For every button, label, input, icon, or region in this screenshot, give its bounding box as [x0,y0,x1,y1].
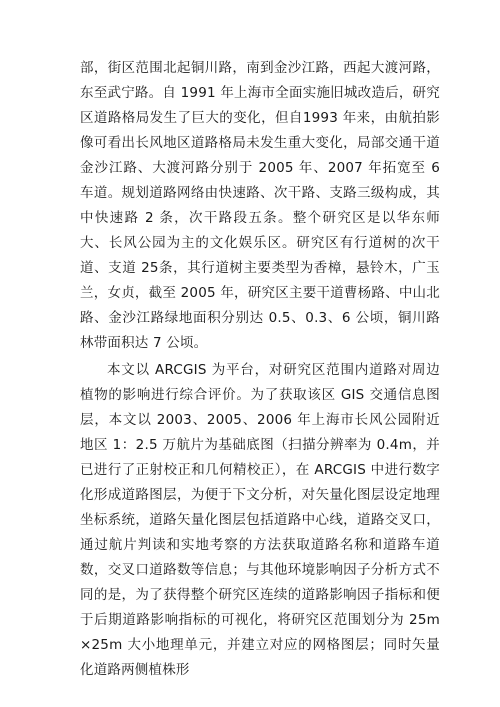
paragraph-1: 部，街区范围北起铜川路，南到金沙江路，西起大渡河路，东至武宁路。自 1991 年上海市全面实施旧城改造后，研究区道路格局发生了巨大的变化，但自1993 年来，由航拍影像可看出长风地区道路格局未发生重大变化，局部交通干道金沙江路、大渡河路分别于 2005 年、2007 年拓宽至 6 车道。规划道路网络由快速路、次干路、支路三级构成，其中快速路 2 条，次干路段五条。整个研究区是以华东师大、长风公园为主的文化娱乐区。研究区有行道树的次干道、支道 25条，其行道树主要类型为香樟，悬铃木，广玉兰，女贞，截至 2005 年，研究区主要干道曹杨路、中山北路、金沙江路绿地面积分别达 0.5、0.3、6 公顷，铜川路林带面积达 7 公顷。 [80,60,440,351]
paragraph-2: 本文以 ARCGIS 为平台，对研究区范围内道路对周边植物的影响进行综合评价。为了获取该区 GIS 交通信息图层，本文以 2003、2005、2006 年上海市长风公园附近地区 1：2.5 万航片为基础底图（扫描分辨率为 0.4m，并已进行了正射校正和几何精校正），在 ARCGIS 中进行数字化形成道路图层，为便于下文分析，对矢量化图层设定地理坐标系统，道路矢量化图层包括道路中心线，道路交叉口，通过航片判读和实地考察的方法获取道路名称和道路车道数，交叉口道路数等信息；与其他环境影响因子分析方式不同的是，为了获得整个研究区连续的道路影响因子指标和便于后期道路影响指标的可视化，将研究区范围划分为 25m×25m 大小地理单元，并建立对应的网格图层；同时矢量化道路两侧植株形 [80,362,440,678]
